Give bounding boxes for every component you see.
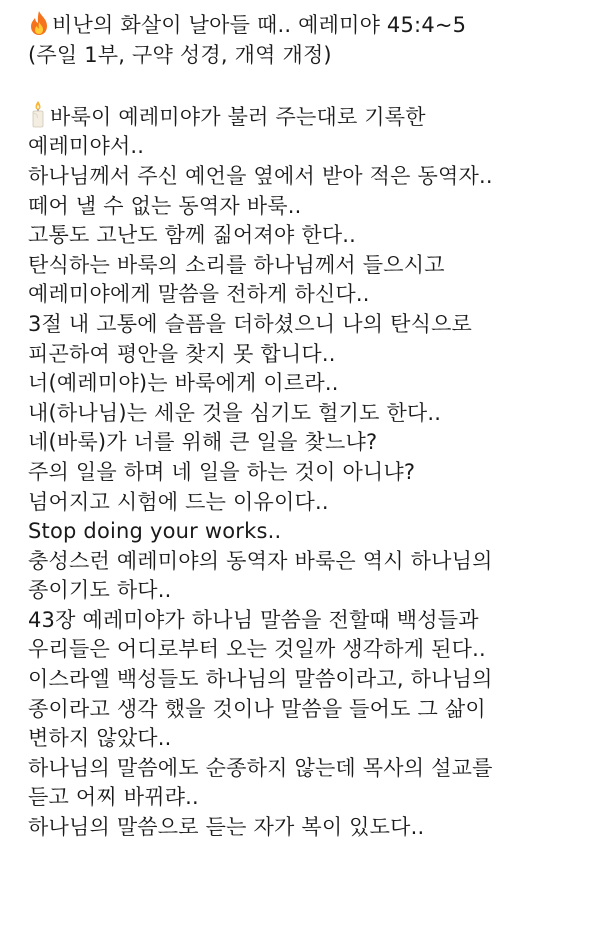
body-text: 바룩이 예레미야가 불러 주는대로 기록한 (50, 104, 426, 129)
body-line: 주의 일을 하며 네 일을 하는 것이 아니냐? (28, 459, 416, 484)
body-line: 예레미야서.. (28, 134, 145, 159)
body-line: 내(하나님)는 세운 것을 심기도 헐기도 한다.. (28, 400, 442, 425)
body-line: 우리들은 어디로부터 오는 것일까 생각하게 된다.. (28, 637, 486, 662)
page-subtitle: (주일 1부, 구약 성경, 개역 개정) (28, 42, 332, 67)
body-line: 종이라고 생각 했을 것이나 말씀을 들어도 그 삶이 (28, 696, 486, 721)
body-line: 43장 예레미야가 하나님 말씀을 전할때 백성들과 (28, 607, 479, 632)
candle-icon (28, 100, 48, 128)
body-line: 네(바룩)가 너를 위해 큰 일을 찾느냐? (28, 430, 378, 455)
blank-line (28, 70, 588, 100)
body-line: 변하지 않았다.. (28, 726, 172, 751)
body-line: 넘어지고 시험에 드는 이유이다.. (28, 489, 329, 514)
page-title: 비난의 화살이 날아들 때.. 예레미야 45:4~5 (52, 13, 467, 37)
title-line (28, 10, 588, 41)
body-line: Stop doing your works.. (28, 519, 282, 544)
body-line: 종이기도 하다.. (28, 578, 172, 603)
body-line (28, 100, 588, 133)
body-line: 하나님께서 주신 예언을 옆에서 받아 적은 동역자.. (28, 163, 493, 188)
memo-note (28, 10, 588, 843)
body-line: 떼어 낼 수 없는 동역자 바룩.. (28, 193, 302, 218)
body-line: 충성스런 예레미야의 동역자 바룩은 역시 하나님의 (28, 548, 493, 573)
body-line: 너(예레미야)는 바룩에게 이르라.. (28, 371, 339, 396)
body-line: 탄식하는 바룩의 소리를 하나님께서 들으시고 (28, 252, 445, 277)
body-line: 하나님의 말씀에도 순종하지 않는데 목사의 설교를 (28, 755, 493, 780)
body-line: 고통도 고난도 함께 짊어져야 한다.. (28, 223, 357, 248)
body-line: 듣고 어찌 바뀌랴.. (28, 785, 199, 810)
body-line: 예레미야에게 말씀을 전하게 하신다.. (28, 282, 370, 307)
fire-icon (28, 10, 50, 36)
body-line: 이스라엘 백성들도 하나님의 말씀이라고, 하나님의 (28, 667, 493, 692)
body-line: 하나님의 말씀으로 듣는 자가 복이 있도다.. (28, 815, 425, 840)
body-line: 피곤하여 평안을 찾지 못 합니다.. (28, 341, 336, 366)
body-line: 3절 내 고통에 슬픔을 더하셨으니 나의 탄식으로 (28, 311, 473, 336)
